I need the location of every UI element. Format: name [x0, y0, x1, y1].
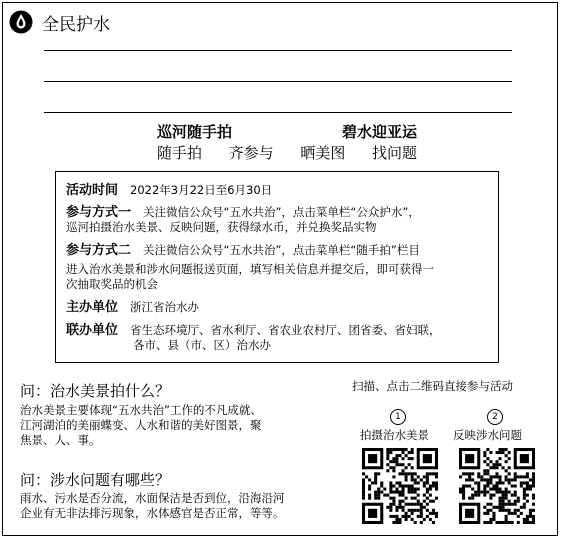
qr-label: 反映涉水问题 [453, 428, 522, 442]
activity-time-label: 活动时间 [66, 183, 119, 198]
co-host-value-cont: 各市、县（市、区）治水办 [133, 338, 271, 352]
method2-text-cont: 进入治水美景和涉水问题报送页面，填写相关信息并提交后，即可获得一 [66, 262, 434, 276]
method2-text-cont: 次抽取奖品的机会 [66, 277, 158, 291]
qr-instruction: 扫描、点击二维码直接参与活动 [352, 379, 513, 393]
method1-row [66, 205, 420, 220]
method1-text-cont: 巡河拍摄治水美景、反映问题，获得绿水币，并兑换奖品实物 [66, 220, 377, 234]
method1-label: 参与方式一 [66, 205, 132, 220]
divider-line [44, 50, 512, 51]
question-title: 问：治水美景拍什么？ [20, 382, 171, 400]
qr-code-report-icon[interactable] [459, 448, 535, 524]
brand-title: 全民护水 [42, 15, 110, 35]
slogan-title [157, 121, 417, 142]
answer-line: 雨水、污水是否分流，水面保洁是否到位，沿海沿河 [20, 491, 285, 505]
activity-time-row [66, 183, 272, 198]
slogan-action: 随手拍 [157, 144, 203, 162]
activity-time-value: 2022年3月22日至6月30日 [130, 183, 273, 197]
co-host-row [66, 323, 441, 338]
co-host-value: 省生态环境厅、省水利厅、省农业农村厅、团省委、省妇联， [130, 323, 441, 337]
activity-info-box [55, 171, 499, 363]
slogan-action: 晒美图 [300, 144, 346, 162]
slogan-title-left: 巡河随手拍 [157, 123, 233, 141]
qr-label: 拍摄治水美景 [360, 428, 429, 442]
answer-line: 治水美景主要体现“五水共治”工作的不凡成就、 [20, 403, 262, 417]
host-label: 主办单位 [66, 300, 119, 315]
qr-code-photo-icon[interactable] [362, 448, 438, 524]
slogan-action: 找问题 [371, 144, 417, 162]
water-drop-logo-icon [9, 10, 33, 34]
answer-line: 焦景、人、事。 [20, 433, 101, 447]
qr-number-badge: 2 [487, 409, 503, 425]
method1-text: 关注微信公众号“五水共治”，点击菜单栏“公众护水”， [143, 205, 420, 219]
method2-label: 参与方式二 [66, 243, 132, 258]
slogan-action: 齐参与 [228, 144, 274, 162]
host-row [66, 300, 199, 315]
qr-number-badge: 1 [390, 409, 406, 425]
answer-line: 江河湖泊的美丽蝶变、人水和谐的美好图景，聚 [20, 418, 262, 432]
co-host-label: 联办单位 [66, 323, 119, 338]
host-value: 浙江省治水办 [130, 300, 200, 314]
slogan-title-right: 碧水迎亚运 [341, 123, 417, 141]
method2-text: 关注微信公众号“五水共治”，点击菜单栏“随手拍”栏目 [143, 243, 420, 257]
answer-line: 企业有无非法排污现象，水体感官是否正常，等等。 [20, 506, 285, 520]
divider-line [44, 81, 512, 82]
slogan-actions [157, 142, 417, 163]
divider-line [44, 112, 512, 113]
question-title: 问：涉水问题有哪些？ [20, 471, 171, 489]
method2-row [66, 243, 420, 258]
